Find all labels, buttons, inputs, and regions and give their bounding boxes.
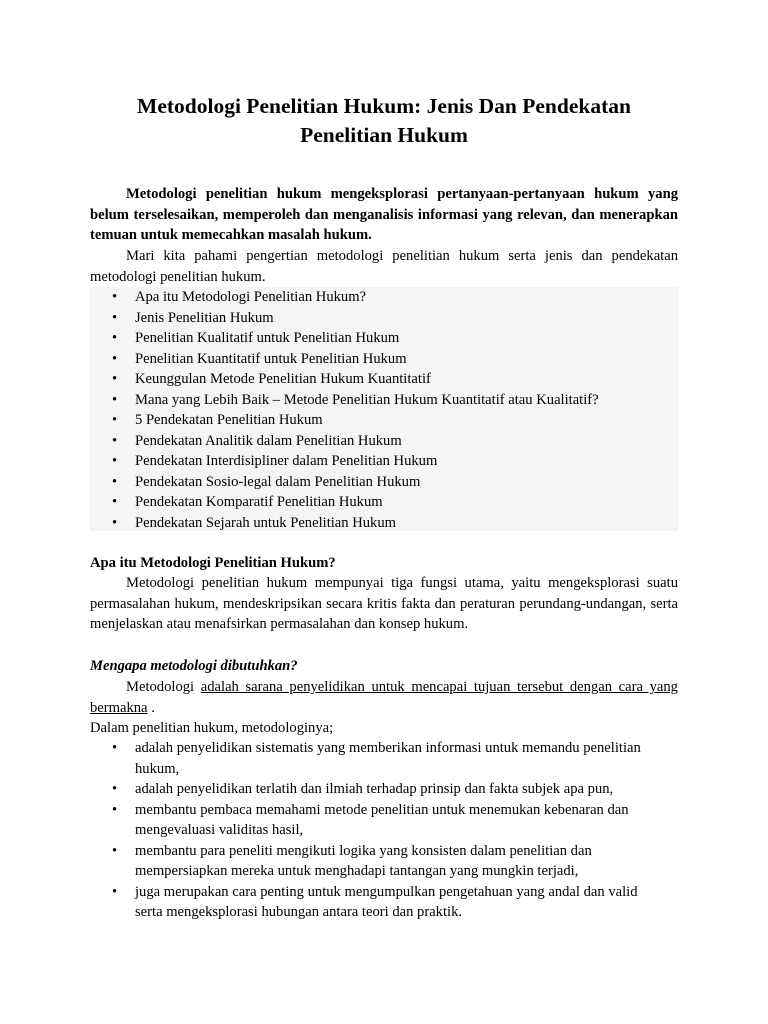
section-why-needed-lead: Dalam penelitian hukum, metodologinya; (90, 720, 334, 736)
toc-item: • Mana yang Lebih Baik – Metode Penelitian Hukum Kuantitatif atau Kualitatif? (90, 390, 678, 411)
section-what-is-body: Metodologi penelitian hukum mempunyai tiga fungsi utama, yaitu mengeksplorasi suatu permasalahan hukum, mendeskripsikan secara kritis fakta dan peraturan perundang-undangan, serta menjelaskan atau menafsirkan permasalahan dan konsep hukum. (90, 575, 678, 632)
toc-item: • Pendekatan Komparatif Penelitian Hukum (90, 492, 678, 513)
toc-item: • Pendekatan Interdisipliner dalam Penelitian Hukum (90, 451, 678, 472)
toc-item: • Apa itu Metodologi Penelitian Hukum? (90, 287, 678, 308)
list-item: • juga merupakan cara penting untuk mengumpulkan pengetahuan yang andal dan valid serta mengeksplorasi hubungan antara teori dan praktik. (90, 882, 650, 923)
toc-item: • Penelitian Kualitatif untuk Penelitian Hukum (90, 328, 678, 349)
toc-item: • Penelitian Kuantitatif untuk Penelitian Hukum (90, 349, 678, 370)
body-text: . (147, 699, 155, 716)
underlined-link-text[interactable]: adalah sarana penyelidikan untuk mencapai tujuan tersebut dengan cara yang bermakna (90, 679, 678, 716)
toc-item: • Pendekatan Sosio-legal dalam Penelitian Hukum (90, 472, 678, 493)
list-item: • membantu para peneliti mengikuti logika yang konsisten dalam penelitian dan mempersiapkan mereka untuk menghadapi tantangan yang mungkin terjadi, (90, 841, 650, 882)
title-line-1: Metodologi Penelitian Hukum: Jenis Dan Pendekatan (137, 94, 631, 118)
body-text: Metodologi (126, 679, 195, 695)
section-why-needed-body (90, 677, 678, 718)
toc-item: • 5 Pendekatan Penelitian Hukum (90, 410, 678, 431)
list-item: • adalah penyelidikan sistematis yang memberikan informasi untuk memandu penelitian hukum, (90, 738, 650, 779)
table-of-contents (90, 287, 678, 531)
toc-item: • Pendekatan Sejarah untuk Penelitian Hukum (90, 513, 678, 534)
toc-item: • Keunggulan Metode Penelitian Hukum Kuantitatif (90, 369, 678, 390)
title-line-2: Penelitian Hukum (300, 123, 468, 147)
list-item: • adalah penyelidikan terlatih dan ilmiah terhadap prinsip dan fakta subjek apa pun, (90, 779, 650, 800)
section-heading-what-is: Apa itu Metodologi Penelitian Hukum? (90, 555, 336, 571)
lead-paragraph: Mari kita pahami pengertian metodologi penelitian hukum serta jenis dan pendekatan metodologi penelitian hukum. (90, 248, 678, 285)
page-title (90, 92, 678, 150)
list-item: • membantu pembaca memahami metode penelitian untuk menemukan kebenaran dan mengevaluasi validitas hasil, (90, 800, 650, 841)
intro-paragraph: Metodologi penelitian hukum mengeksplorasi pertanyaan-pertanyaan hukum yang belum terselesaikan, memperoleh dan menganalisis informasi yang relevan, dan menerapkan temuan untuk memecahkan masalah hukum. (90, 186, 678, 243)
methodology-bullet-list (90, 738, 650, 923)
section-heading-why-needed: Mengapa metodologi dibutuhkan? (90, 658, 298, 674)
toc-item: • Pendekatan Analitik dalam Penelitian Hukum (90, 431, 678, 452)
toc-item: • Jenis Penelitian Hukum (90, 308, 678, 329)
